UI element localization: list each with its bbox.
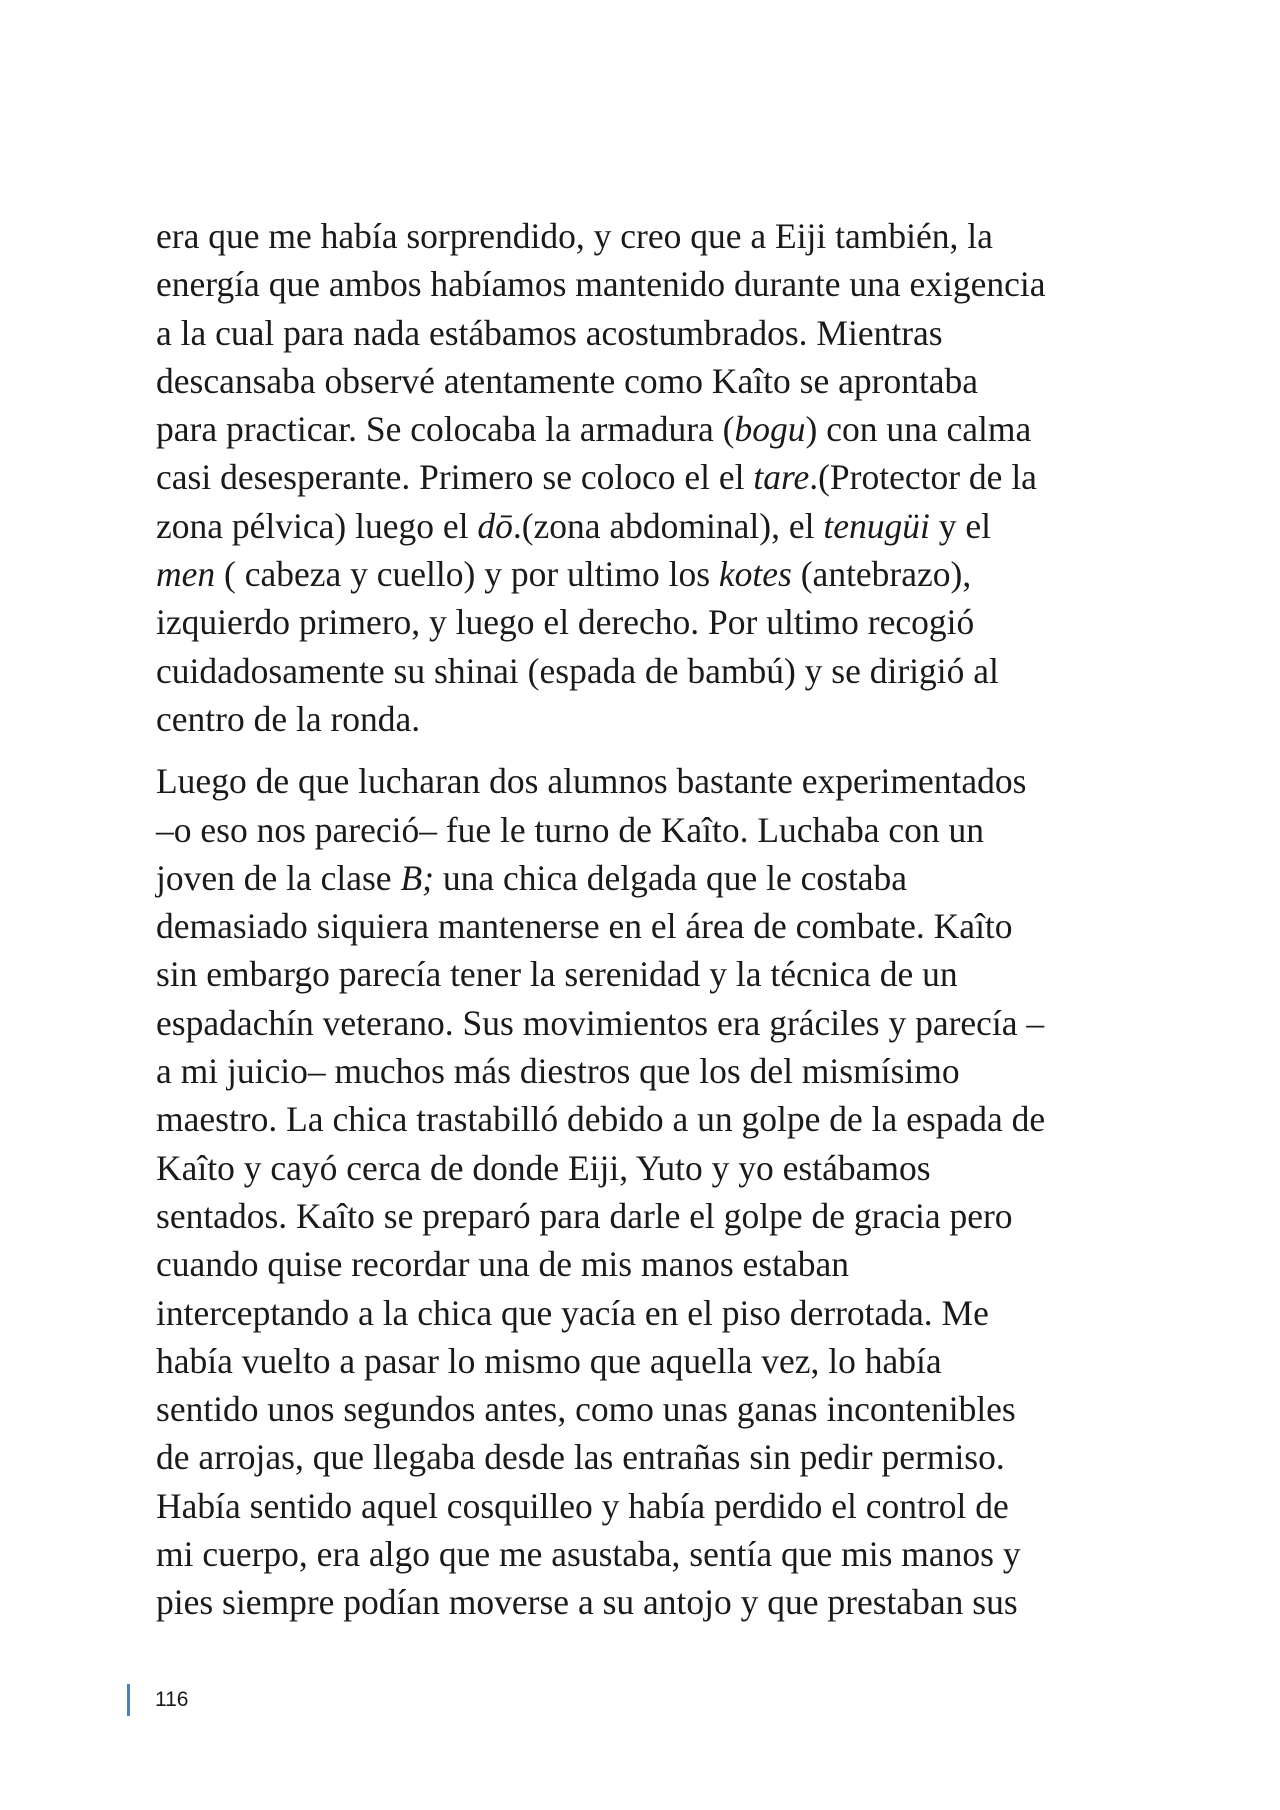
text-line: [156, 453, 1146, 501]
text-run: .(Protector de la: [809, 457, 1037, 498]
text-line: [156, 1289, 1146, 1337]
text-run: .(zona abdominal), el: [512, 505, 824, 546]
text-line: [156, 999, 1146, 1047]
text-run: demasiado siquiera mantenerse en el área de combate. Kaîto: [156, 906, 1013, 947]
text-line: [156, 1192, 1146, 1240]
text-run: a la cual para nada estábamos acostumbrados. Mientras: [156, 312, 943, 353]
paragraph: [156, 212, 1146, 743]
text-run: (antebrazo),: [791, 554, 972, 595]
footer-accent-bar: [127, 1684, 130, 1716]
text-line: [156, 1578, 1146, 1626]
text-line: [156, 1385, 1146, 1433]
text-run: cuidadosamente su shinai (espada de bambú) y se dirigió al: [156, 650, 999, 691]
text-run: maestro. La chica trastabilló debido a un golpe de la espada de: [156, 1099, 1046, 1140]
text-line: [156, 647, 1146, 695]
text-run: ) con una calma: [805, 409, 1032, 450]
text-run: energía que ambos habíamos mantenido durante una exigencia: [156, 264, 1046, 305]
italic-term: B;: [400, 857, 434, 898]
text-line: [156, 1144, 1146, 1192]
text-run: descansaba observé atentamente como Kaîto se aprontaba: [156, 360, 979, 401]
text-run: joven de la clase: [156, 857, 401, 898]
text-line: [156, 598, 1146, 646]
text-run: ( cabeza y cuello) y por ultimo los: [215, 554, 719, 595]
text-line: [156, 1433, 1146, 1481]
text-line: [156, 1047, 1146, 1095]
text-line: [156, 757, 1146, 805]
text-line: [156, 260, 1146, 308]
text-line: [156, 902, 1146, 950]
text-run: casi desesperante. Primero se coloco el el: [156, 457, 754, 498]
text-line: [156, 950, 1146, 998]
text-run: era que me había sorprendido, y creo que a Eiji también, la: [156, 216, 993, 256]
text-line: [156, 212, 1146, 260]
italic-term: bogu: [734, 409, 806, 450]
text-run: Había sentido aquel cosquilleo y había perdido el control de: [156, 1485, 1009, 1526]
text-run: espadachín veterano. Sus movimientos era gráciles y parecía –: [156, 1002, 1045, 1043]
page-number: 116: [155, 1688, 189, 1711]
text-run: sentados. Kaîto se preparó para darle el golpe de gracia pero: [156, 1195, 1013, 1236]
text-run: pies siempre podían moverse a su antojo y que prestaban sus: [156, 1582, 1018, 1623]
text-line: [156, 1482, 1146, 1530]
body-text: [156, 212, 1146, 1627]
text-run: –o eso nos pareció– fue le turno de Kaîto. Luchaba con un: [156, 809, 985, 850]
text-run: izquierdo primero, y luego el derecho. Por ultimo recogió: [156, 602, 975, 643]
text-run: interceptando a la chica que yacía en el piso derrotada. Me: [156, 1292, 989, 1333]
text-line: [156, 405, 1146, 453]
text-line: [156, 1530, 1146, 1578]
text-line: [156, 357, 1146, 405]
paragraph: [156, 757, 1146, 1626]
text-run: sentido unos segundos antes, como unas ganas incontenibles: [156, 1389, 1016, 1430]
text-run: Kaîto y cayó cerca de donde Eiji, Yuto y yo estábamos: [156, 1147, 931, 1188]
text-run: zona pélvica) luego el: [156, 505, 478, 546]
italic-term: men: [156, 554, 216, 595]
italic-term: tenugüi: [823, 505, 930, 546]
text-line: [156, 1240, 1146, 1288]
text-line: [156, 550, 1146, 598]
text-line: [156, 1095, 1146, 1143]
text-run: de arrojas, que llegaba desde las entrañas sin pedir permiso.: [156, 1437, 1005, 1478]
text-run: había vuelto a pasar lo mismo que aquella vez, lo había: [156, 1340, 942, 1381]
italic-term: dō: [477, 505, 513, 546]
text-line: [156, 695, 1146, 743]
text-line: [156, 854, 1146, 902]
text-run: a mi juicio– muchos más diestros que los del mismísimo: [156, 1051, 960, 1092]
text-run: mi cuerpo, era algo que me asustaba, sentía que mis manos y: [156, 1534, 1021, 1575]
text-line: [156, 309, 1146, 357]
text-run: Luego de que lucharan dos alumnos bastante experimentados: [156, 761, 1027, 802]
text-run: para practicar. Se colocaba la armadura (: [156, 409, 735, 450]
text-line: [156, 806, 1146, 854]
text-run: centro de la ronda.: [156, 698, 421, 739]
italic-term: tare: [753, 457, 810, 498]
text-run: sin embargo parecía tener la serenidad y la técnica de un: [156, 954, 958, 995]
text-run: y el: [929, 505, 991, 546]
text-line: [156, 1337, 1146, 1385]
text-run: cuando quise recordar una de mis manos estaban: [156, 1244, 849, 1285]
text-line: [156, 502, 1146, 550]
italic-term: kotes: [718, 554, 792, 595]
text-run: una chica delgada que le costaba: [433, 857, 908, 898]
